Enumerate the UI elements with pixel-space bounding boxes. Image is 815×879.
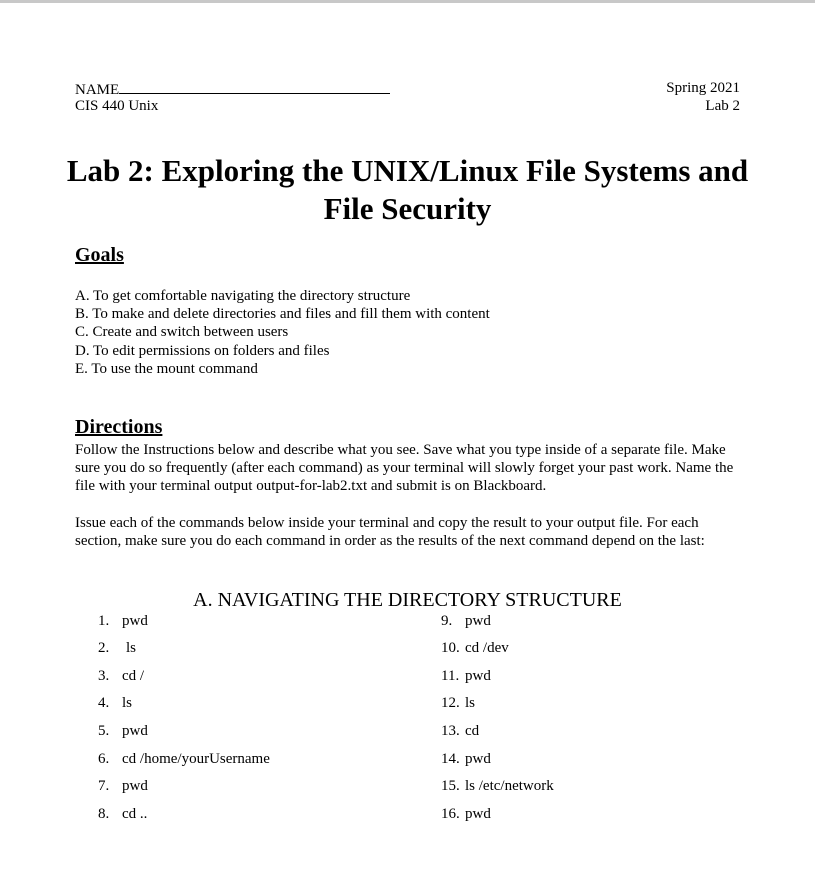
command-item: 14. pwd: [441, 751, 491, 767]
directions-paragraph-2: Issue each of the commands below inside your terminal and copy the result to your output file. For each section, make sure you do each command in order as the results of the next command depend on the last:: [75, 515, 705, 549]
page-title: Lab 2: Exploring the UNIX/Linux File Systems and File Security: [66, 153, 749, 226]
name-field: [75, 79, 390, 99]
name-blank-line: [119, 79, 390, 94]
lab-label: Lab 2: [705, 98, 740, 114]
section-a-heading: A. NAVIGATING THE DIRECTORY STRUCTURE: [193, 589, 622, 611]
list-item: C. Create and switch between users: [75, 324, 289, 341]
name-label: NAME: [75, 82, 120, 98]
command-item: 16. pwd: [441, 806, 491, 822]
course-label: CIS 440 Unix: [75, 98, 159, 114]
command-item: 1. pwd: [98, 613, 148, 629]
command-item: 3. cd /: [98, 668, 145, 684]
command-item: 7. pwd: [98, 778, 148, 794]
command-item: 10. cd /dev: [441, 640, 509, 656]
list-item: D. To edit permissions on folders and files: [75, 342, 330, 359]
command-item: 13. cd: [441, 723, 480, 739]
command-item: 8. cd ..: [98, 806, 148, 822]
command-item: 11. pwd: [441, 668, 491, 684]
command-item: 9. pwd: [441, 613, 491, 629]
goals-heading: Goals: [75, 244, 124, 266]
list-item: B. To make and delete directories and files and fill them with content: [75, 306, 490, 323]
list-item: A. To get comfortable navigating the directory structure: [75, 288, 411, 304]
command-item: 5. pwd: [98, 723, 148, 739]
goals-list: [75, 287, 490, 378]
term-label: Spring 2021: [666, 80, 740, 96]
list-item: E. To use the mount command: [75, 360, 258, 377]
command-item: 2. ls: [98, 640, 137, 656]
command-item: 4. ls: [98, 695, 133, 711]
command-item: 15. ls /etc/network: [441, 778, 554, 794]
command-item: 12. ls: [441, 695, 476, 711]
page-top-border: [0, 0, 815, 3]
command-item: 6. cd /home/yourUsername: [98, 751, 270, 767]
directions-paragraph-1: Follow the Instructions below and describe what you see. Save what you type inside of a separate file. Make sure you do so frequently (after each command) as your terminal will slowly forget your past work. Name the file with your terminal output output-for-lab2.txt and submit is on Blackboard.: [75, 442, 734, 494]
directions-heading: Directions: [75, 416, 163, 438]
